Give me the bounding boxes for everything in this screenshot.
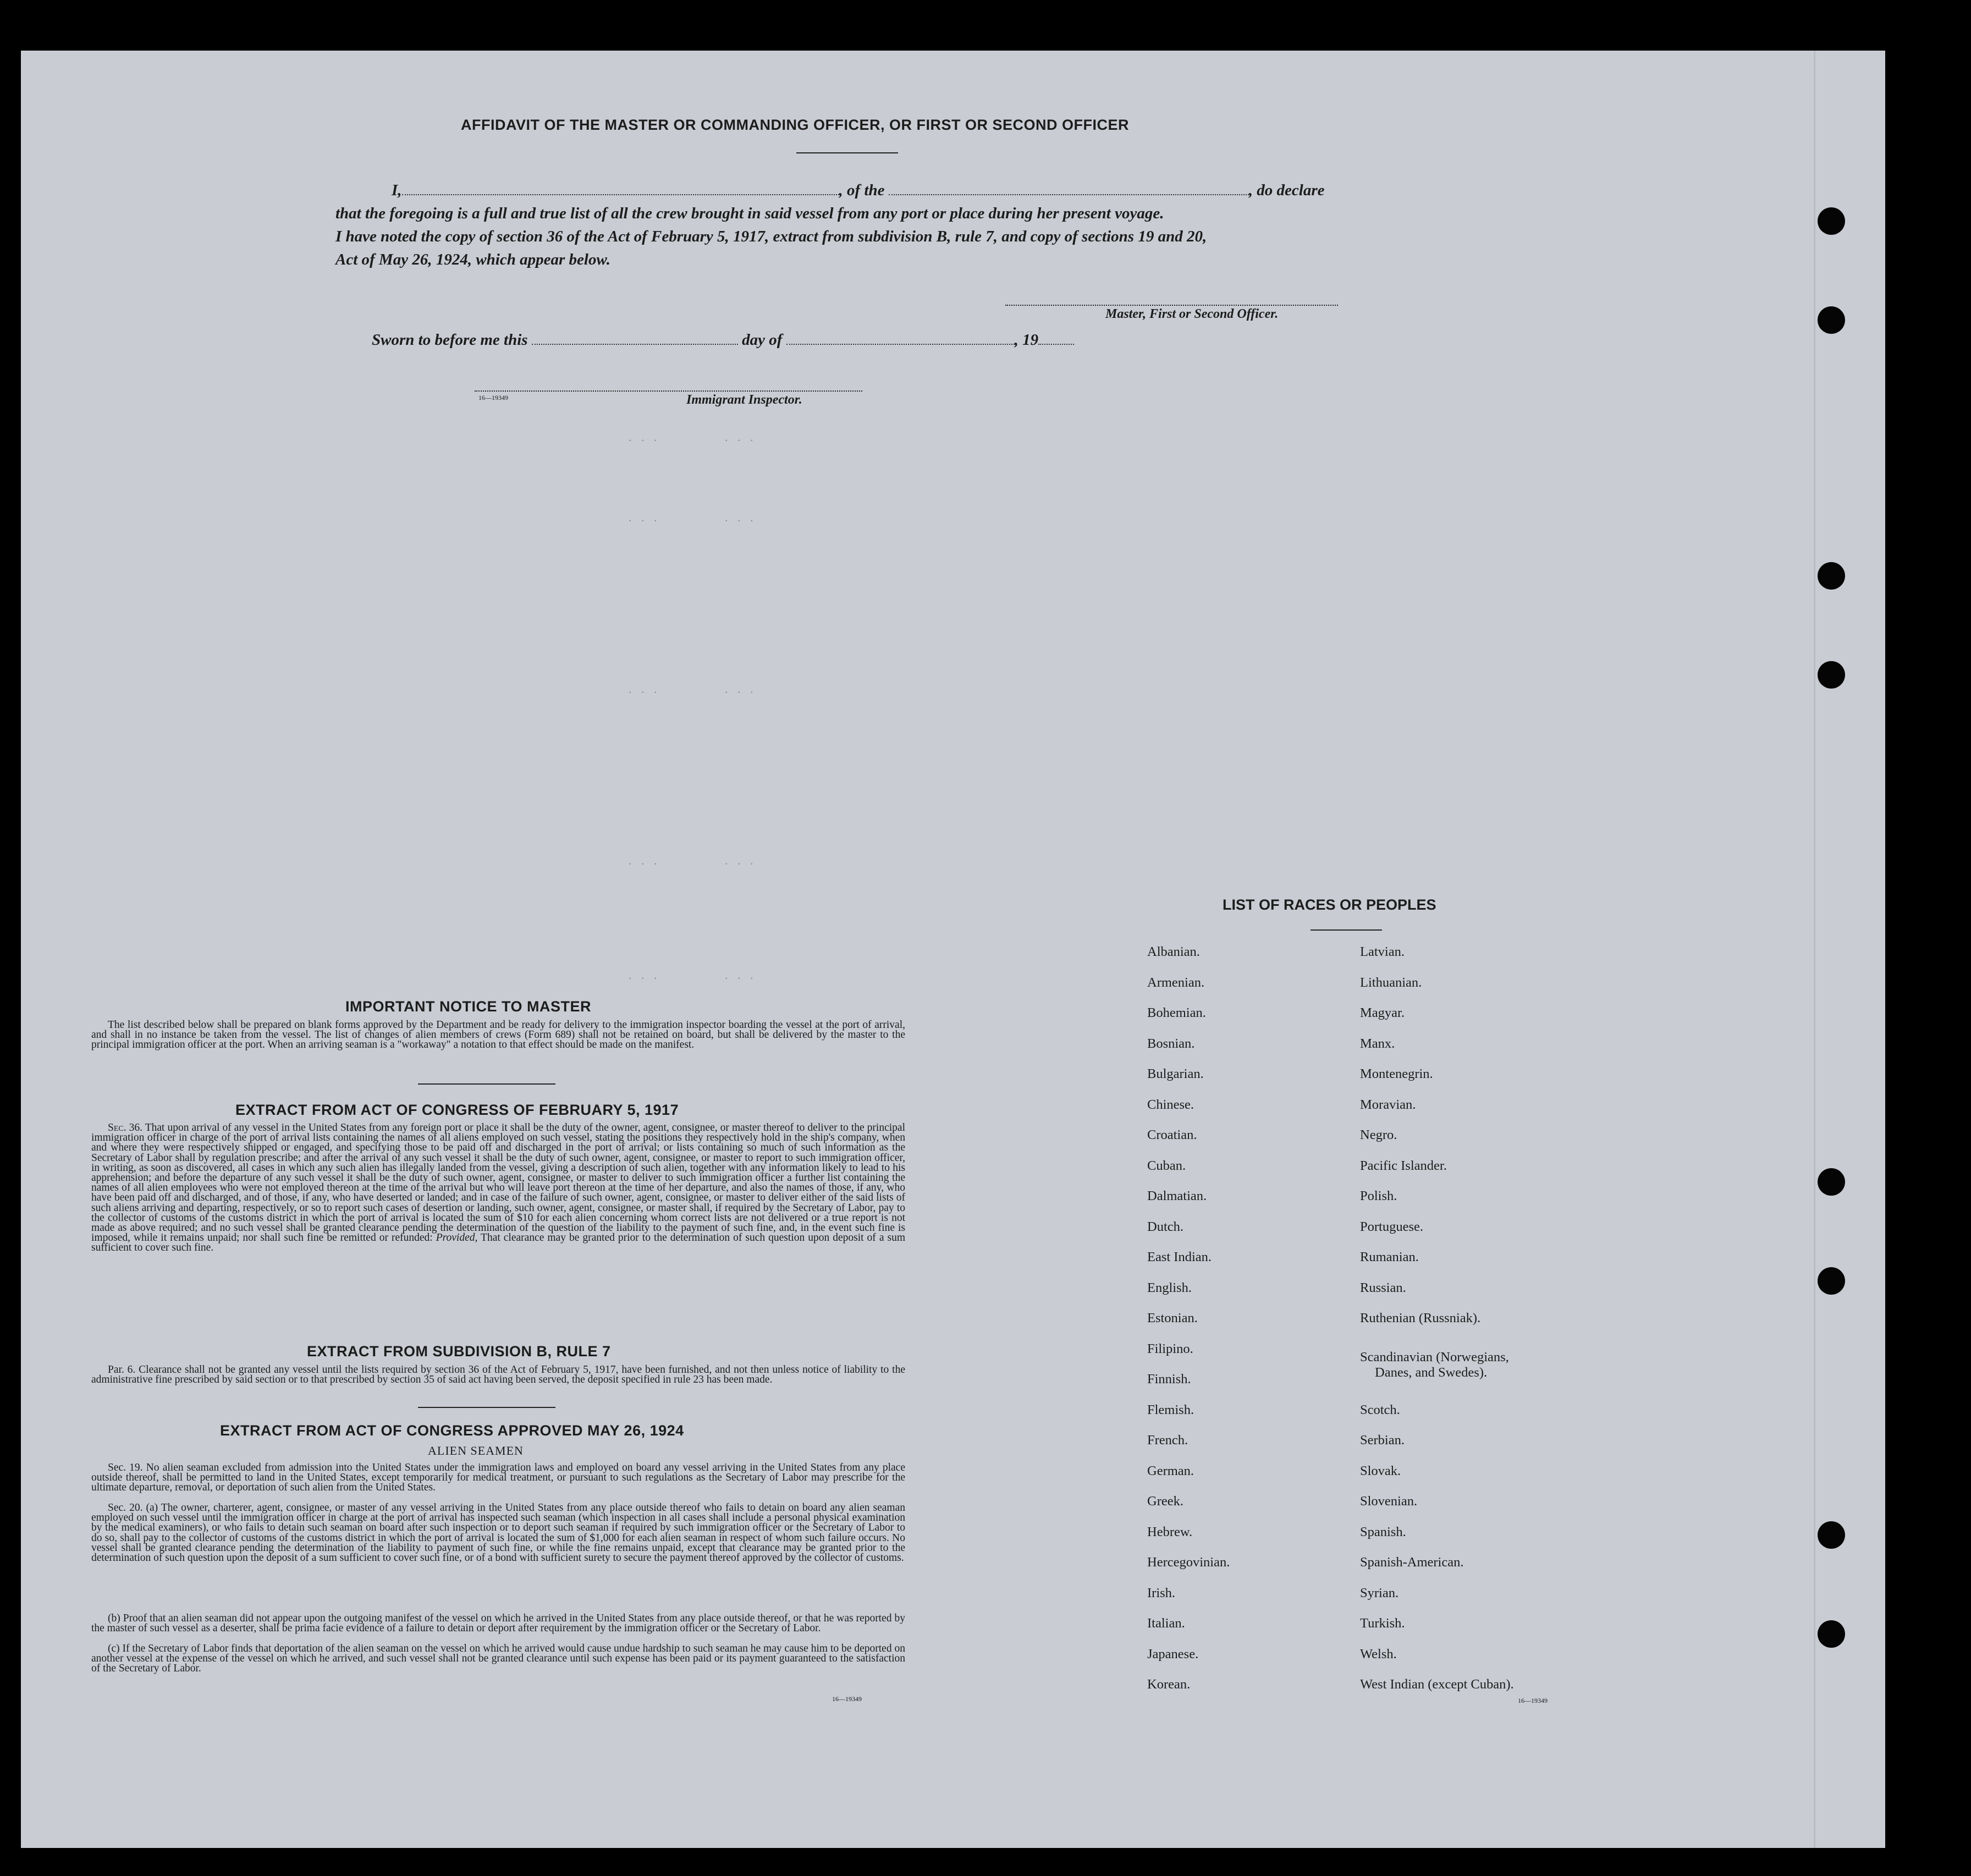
- race-item: Korean.: [1147, 1677, 1191, 1692]
- race-item: West Indian (except Cuban).: [1360, 1677, 1514, 1692]
- sworn-day-of: day of: [742, 331, 783, 349]
- bleed-through-mark: . . .: [629, 968, 660, 982]
- sworn-prefix: Sworn to before me this: [372, 331, 528, 349]
- alien-seamen-subtitle: ALIEN SEAMEN: [428, 1444, 524, 1457]
- inspector-label: Immigrant Inspector.: [686, 393, 802, 407]
- manifest-back-page: [21, 51, 1885, 1848]
- proviso-text: That clearance may be granted prior to the determination of such question upon deposit of a sum sufficient to cover such fine.: [91, 1232, 905, 1254]
- sec-20b-text: (b) Proof that an alien seaman did not appear upon the outgoing manifest of the vessel on which he arrived in the United States from any place outside thereof, or that he was reported by the master of such vessel as a deserter, shall be prima facie evidence of a failure to detain or deport after requirement by the immigration officer or the Secretary of Labor.: [91, 1613, 905, 1635]
- race-item: Polish.: [1360, 1189, 1397, 1203]
- binder-hole: [1818, 562, 1845, 590]
- race-item: Cuban.: [1147, 1158, 1186, 1173]
- binder-hole: [1818, 1267, 1845, 1295]
- race-item: Spanish-American.: [1360, 1555, 1464, 1570]
- race-item: Montenegrin.: [1360, 1066, 1433, 1081]
- affidavit-line-2: that the foregoing is a full and true list of all the crew brought in said vessel from any port or place during her present voyage.: [335, 205, 1164, 222]
- race-item: French.: [1147, 1433, 1188, 1448]
- race-item: Albanian.: [1147, 944, 1200, 959]
- bleed-through-mark: . . .: [725, 968, 757, 982]
- race-item: Bulgarian.: [1147, 1066, 1204, 1081]
- race-item: Serbian.: [1360, 1433, 1405, 1448]
- inspector-signature-line[interactable]: [475, 390, 862, 392]
- sworn-line: [372, 331, 1074, 349]
- race-item: Italian.: [1147, 1616, 1185, 1631]
- sec-19-text: Sec. 19. No alien seaman excluded from admission into the United States under the immigration laws and employed on board any vessel arriving in the United States from any place outside thereof, shall be permitted to land in the United States, except temporarily for medical treatment, or pursuant to such regulations as the Secretary of Labor may prescribe for the ultimate departure, removal, or deportation of such alien from the United States.: [91, 1462, 905, 1494]
- binder-hole: [1818, 306, 1845, 334]
- vessel-blank[interactable]: [889, 194, 1249, 195]
- sec-36-label: Sec. 36.: [108, 1122, 143, 1134]
- races-form-number: 16—19349: [1518, 1697, 1548, 1704]
- name-blank[interactable]: [402, 194, 839, 195]
- bleed-through-mark: . . .: [629, 682, 660, 696]
- race-item: Moravian.: [1360, 1097, 1416, 1112]
- race-item: Scandinavian (Norwegians,: [1360, 1350, 1509, 1365]
- race-item: Scotch.: [1360, 1402, 1400, 1417]
- race-item: Manx.: [1360, 1036, 1395, 1051]
- affidavit-of-the: , of the: [839, 181, 885, 199]
- margin-rule: [1814, 51, 1815, 1848]
- race-item: Negro.: [1360, 1127, 1397, 1142]
- race-item: Rumanian.: [1360, 1250, 1419, 1264]
- bleed-through-mark: . . .: [629, 510, 660, 524]
- race-item: Estonian.: [1147, 1311, 1198, 1325]
- race-item: Latvian.: [1360, 944, 1405, 959]
- binder-hole: [1818, 207, 1845, 235]
- sec-20a-text: Sec. 20. (a) The owner, charterer, agent, consignee, or master of any vessel arriving in the United States from any place outside thereof who fails to detain on board any alien seaman employed on such vessel until the immigration officer in charge at the port of arrival has inspected such seaman (which inspection in all cases shall include a personal physical examination by the medical examiners), or who fails to detain such seaman on board after such inspection or to deport such seaman if required by such immigration officer or the Secretary of Labor to do so, shall pay to the collector of customs of the customs district in which the port of arrival is located the sum of $1,000 for each alien seaman in respect of whom such failure occurs. No vessel shall be granted clearance pending the determination of the liability to payment of such fine, or while the fine remains unpaid, except that clearance may be granted prior to the determination of such question upon the deposit of a sum sufficient to cover such fine, or of a bond with sufficient surety to secure the payment thereof approved by the collector of customs.: [91, 1502, 905, 1564]
- affidavit-i: I,: [392, 181, 402, 199]
- bleed-through-mark: . . .: [629, 854, 660, 867]
- race-item: Syrian.: [1360, 1586, 1399, 1600]
- binder-hole: [1818, 661, 1845, 689]
- extract-form-number: 16—19349: [832, 1695, 862, 1703]
- race-item: Slovenian.: [1360, 1494, 1418, 1509]
- affidavit-form-number: 16—19349: [478, 394, 508, 401]
- race-item: Ruthenian (Russniak).: [1360, 1311, 1481, 1325]
- rule7-text: Par. 6. Clearance shall not be granted any vessel until the lists required by section 36 of the Act of February 5, 1917, have been furnished, and not then unless notice of liability to the administrative fine prescribed by said section or to that prescribed by section 35 of said act having been served, the deposit specified in rule 23 has been made.: [91, 1364, 905, 1386]
- race-item: Irish.: [1147, 1586, 1176, 1600]
- races-divider: [1311, 929, 1382, 931]
- notice-text: The list described below shall be prepared on blank forms approved by the Department and be ready for delivery to the immigration inspector boarding the vessel at the port of arrival, and shall in no instance be taken from the vessel. The list of changes of alien members of crews (Form 689) shall not be retained on board, but shall be delivered by the master to the principal immigration officer at the port. When an arriving seaman is a "workaway" a notation to that effect should be made on the manifest.: [91, 1019, 905, 1051]
- race-item: Hercegovinian.: [1147, 1555, 1230, 1570]
- sec-36-body: That upon arrival of any vessel in the United States from any foreign port or place it shall be the duty of the owner, agent, consignee, or master thereof to deliver to the principal immigration officer in charge of the port of arrival lists containing the names of all aliens employed on such vessel, stating the positions they respectively hold in the ship's company, when and where they were respectively shipped or engaged, and specifying those to be paid off and discharged in the port of arrival; or lists containing so much of such information as the Secretary of Labor shall by regulation prescribe; and after the arrival of any such vessel it shall be the duty of such owner, agent, consignee, or master to report to such immigration officer, in writing, as soon as discovered, all cases in which any such alien has illegally landed from the vessel, giving a description of such alien, together with any information likely to lead to his apprehension; and before the departure of any such vessel it shall be the duty of such owner, agent, consignee, or master to deliver to such immigration officer a further list containing the names of all alien employees who were not employed thereon at the time of the arrival but who will leave port thereon at the time of her departure, and also the names of those, if any, who have been paid off and discharged, and of those, if any, who have deserted or landed; and in case of the failure of such owner, agent, consignee, or master to deliver either of the said lists of such aliens arriving and departing, respectively, or so to report such cases of desertion or landing, such owner, agent, consignee, or master shall, if required by the Secretary of Labor, pay to the collector of customs of the customs district in which the port of arrival is located the sum of $10 for each alien concerning whom correct lists are not delivered or a true report is not made as above required; and no such vessel shall be granted clearance pending the determination of the question of the liability to the payment of such fine, and, in the event such fine is imposed, while it remains unpaid; nor shall such fine be remitted or refunded:: [91, 1122, 905, 1244]
- race-item: Japanese.: [1147, 1647, 1199, 1662]
- sec-20c-text: (c) If the Secretary of Labor finds that deportation of the alien seaman on the vessel on which he arrived would cause undue hardship to such seaman he may cause him to be deported on another vessel at the expense of the vessel on which he arrived, and such vessel shall not be granted clearance until such expense has been paid or its payment guaranteed to the satisfaction of the Secretary of Labor.: [91, 1643, 905, 1675]
- race-item: Dutch.: [1147, 1219, 1183, 1234]
- race-item: Danes, and Swedes).: [1375, 1365, 1488, 1380]
- rule7-divider: [418, 1407, 555, 1408]
- notice-divider: [418, 1083, 555, 1085]
- race-item: Greek.: [1147, 1494, 1183, 1509]
- race-item: Russian.: [1360, 1280, 1406, 1295]
- affidavit-line-1: [335, 181, 1324, 200]
- race-item: Welsh.: [1360, 1647, 1397, 1662]
- race-item: Finnish.: [1147, 1372, 1191, 1387]
- race-item: Bosnian.: [1147, 1036, 1195, 1051]
- race-item: Croatian.: [1147, 1127, 1197, 1142]
- race-item: Portuguese.: [1360, 1219, 1423, 1234]
- extract-1924-title: EXTRACT FROM ACT OF CONGRESS APPROVED MAY 26, 1924: [220, 1422, 684, 1439]
- races-title: LIST OF RACES OR PEOPLES: [1223, 896, 1436, 913]
- race-item: Pacific Islander.: [1360, 1158, 1447, 1173]
- bleed-through-mark: . . .: [725, 510, 757, 524]
- race-item: Armenian.: [1147, 975, 1205, 990]
- binder-hole: [1818, 1168, 1845, 1196]
- notice-title: IMPORTANT NOTICE TO MASTER: [345, 998, 591, 1015]
- bleed-through-mark: . . .: [725, 430, 757, 444]
- race-item: Bohemian.: [1147, 1005, 1206, 1020]
- bleed-through-mark: . . .: [725, 854, 757, 867]
- master-signature-line[interactable]: [1005, 305, 1338, 306]
- race-item: East Indian.: [1147, 1250, 1212, 1264]
- affidavit-line-3: I have noted the copy of section 36 of the Act of February 5, 1917, extract from subdivision B, rule 7, and copy of sections 19 and 20,: [335, 228, 1207, 245]
- race-item: Chinese.: [1147, 1097, 1194, 1112]
- race-item: Turkish.: [1360, 1616, 1405, 1631]
- bleed-through-mark: . . .: [629, 430, 660, 444]
- sworn-year: , 19: [1014, 331, 1039, 349]
- race-item: Hebrew.: [1147, 1525, 1193, 1539]
- master-signature-label: Master, First or Second Officer.: [1105, 307, 1279, 321]
- binder-hole: [1818, 1620, 1845, 1648]
- race-item: Magyar.: [1360, 1005, 1405, 1020]
- affidavit-title: AFFIDAVIT OF THE MASTER OR COMMANDING OFFICER, OR FIRST OR SECOND OFFICER: [461, 117, 1129, 133]
- affidavit-line-4: Act of May 26, 1924, which appear below.: [335, 251, 610, 268]
- title-underline: [796, 152, 898, 153]
- race-item: Slovak.: [1360, 1464, 1401, 1478]
- sworn-day-blank[interactable]: [532, 344, 738, 345]
- race-item: Filipino.: [1147, 1341, 1193, 1356]
- race-item: Lithuanian.: [1360, 975, 1422, 990]
- proviso-label: Provided,: [436, 1232, 478, 1244]
- bleed-through-mark: . . .: [725, 682, 757, 696]
- race-item: German.: [1147, 1464, 1194, 1478]
- race-item: English.: [1147, 1280, 1192, 1295]
- rule7-title: EXTRACT FROM SUBDIVISION B, RULE 7: [307, 1343, 611, 1360]
- affidavit-declare: , do declare: [1248, 181, 1325, 199]
- extract-1917-text: [91, 1123, 905, 1253]
- race-item: Dalmatian.: [1147, 1189, 1207, 1203]
- extract-1917-title: EXTRACT FROM ACT OF CONGRESS OF FEBRUARY 5, 1917: [235, 1102, 679, 1118]
- binder-hole: [1818, 1521, 1845, 1549]
- race-item: Flemish.: [1147, 1402, 1194, 1417]
- race-item: Spanish.: [1360, 1525, 1406, 1539]
- sworn-year-blank[interactable]: [1038, 344, 1074, 345]
- sworn-month-blank[interactable]: [786, 344, 1015, 345]
